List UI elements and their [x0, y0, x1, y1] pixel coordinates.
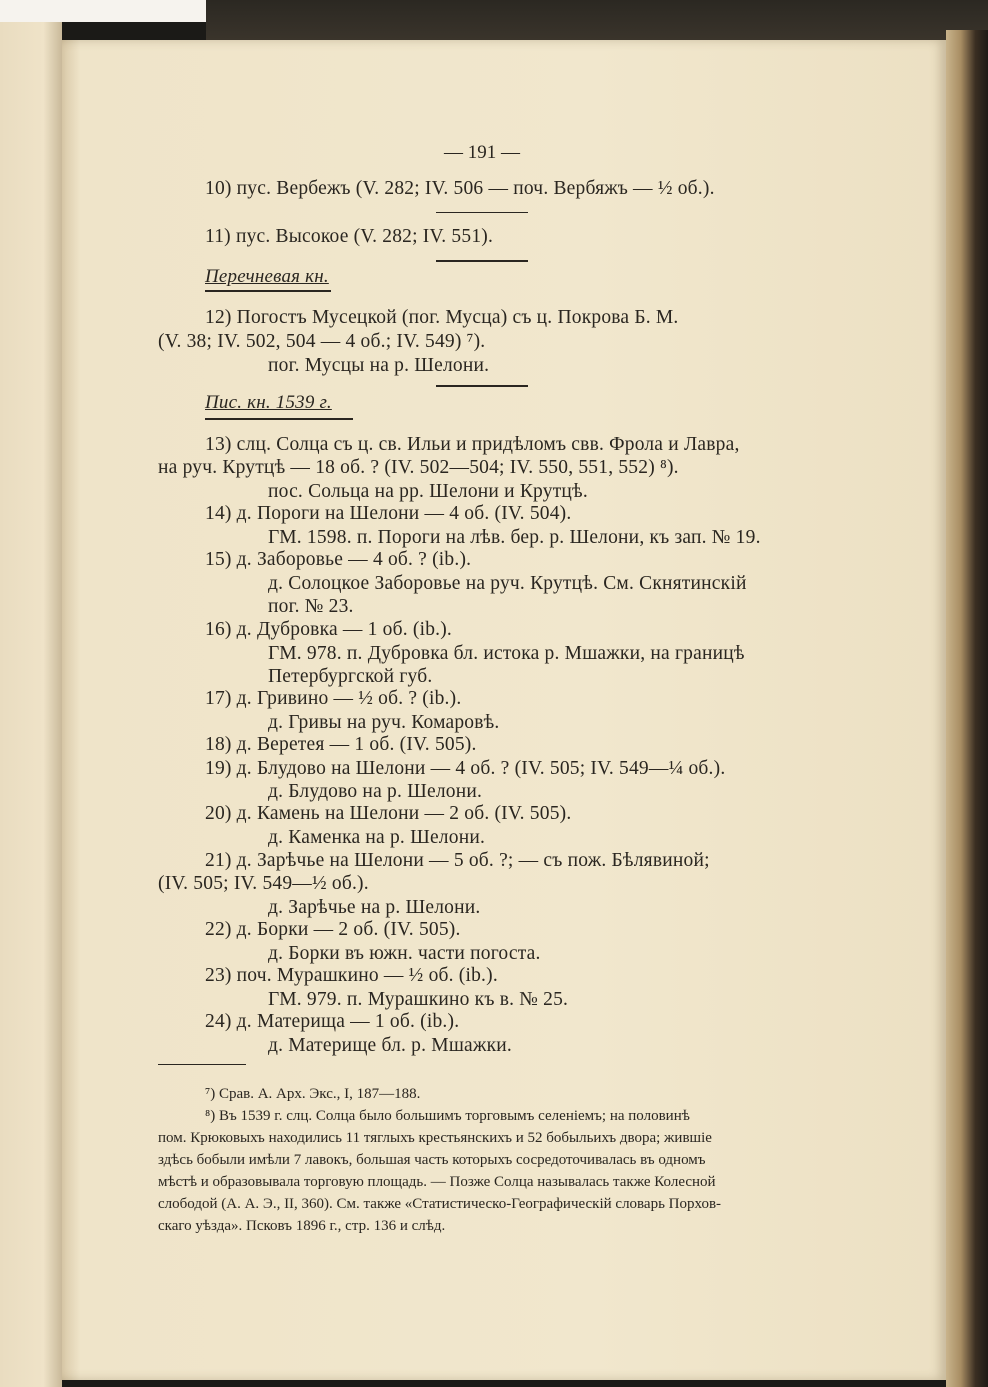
entry-16: 16) д. Дубровка — 1 об. (ib.).	[205, 619, 452, 640]
heading-underline	[205, 418, 353, 420]
entry-15-modern: д. Солоцкое Заборовье на руч. Крутцѣ. См. Скнятинскій	[268, 573, 747, 594]
entry-19-modern: д. Блудово на р. Шелони.	[268, 781, 483, 802]
entry-10: 10) пус. Вербежъ (V. 282; IV. 506 — поч. Вербяжъ — ½ об.).	[205, 178, 715, 199]
section-heading-perechnevaya: Перечневая кн.	[205, 266, 329, 287]
footnote-8-line1: ⁸) Въ 1539 г. слц. Солца было большимъ торговымъ селеніемъ; на половинѣ	[205, 1108, 690, 1124]
entry-17: 17) д. Гривино — ½ об. ? (ib.).	[205, 688, 462, 709]
entry-18: 18) д. Веретея — 1 об. (IV. 505).	[205, 734, 477, 755]
entry-12-line2: (V. 38; IV. 502, 504 — 4 об.; IV. 549) ⁷).	[158, 331, 486, 352]
entry-14-modern: ГМ. 1598. п. Пороги на лѣв. бер. р. Шелони, къ зап. № 19.	[268, 527, 761, 548]
entry-20: 20) д. Камень на Шелони — 2 об. (IV. 505).	[205, 803, 572, 824]
entry-14: 14) д. Пороги на Шелони — 4 об. (IV. 504).	[205, 503, 572, 524]
heading-underline	[205, 290, 331, 292]
entry-16-modern: ГМ. 978. п. Дубровка бл. истока р. Мшажки, на границѣ	[268, 643, 745, 664]
entry-23: 23) поч. Мурашкино — ½ об. (ib.).	[205, 965, 498, 986]
entry-21-modern: д. Зарѣчье на р. Шелони.	[268, 897, 481, 918]
footnote-8-line5: слободой (А. А. Э., II, 360). См. также «Статистическо-Географическій словарь Порхов-	[158, 1196, 722, 1212]
entry-16-modern-cont: Петербургской губ.	[268, 666, 433, 687]
entry-15: 15) д. Заборовье — 4 об. ? (ib.).	[205, 549, 472, 570]
entry-19: 19) д. Блудово на Шелони — 4 об. ? (IV. 505; IV. 549—¼ об.).	[205, 758, 726, 779]
entry-22: 22) д. Борки — 2 об. (IV. 505).	[205, 919, 461, 940]
section-heading-pis-kn-1539: Пис. кн. 1539 г.	[205, 392, 332, 413]
entry-23-modern: ГМ. 979. п. Мурашкино къ в. № 25.	[268, 989, 569, 1010]
entry-17-modern: д. Гривы на руч. Комаровѣ.	[268, 712, 500, 733]
entry-21-line1: 21) д. Зарѣчье на Шелони — 5 об. ?; — съ пож. Бѣлявиной;	[205, 850, 710, 871]
separator	[436, 385, 528, 387]
entry-22-modern: д. Борки въ южн. части погоста.	[268, 943, 541, 964]
separator	[436, 212, 528, 213]
entry-13-line1: 13) слц. Солца съ ц. св. Ильи и придѣломъ свв. Фрола и Лавра,	[205, 434, 740, 455]
entry-13-modern: пос. Сольца на рр. Шелони и Крутцѣ.	[268, 481, 588, 502]
entry-20-modern: д. Каменка на р. Шелони.	[268, 827, 486, 848]
entry-12-line1: 12) Погостъ Мусецкой (пог. Мусца) съ ц. Покрова Б. М.	[205, 307, 679, 328]
footnote-8-line3: здѣсь бобыли имѣли 7 лавокъ, большая часть которыхъ сосредоточивалась въ одномъ	[158, 1152, 706, 1168]
entry-24-modern: д. Материще бл. р. Мшажки.	[268, 1035, 512, 1056]
footnote-8-line2: пом. Крюковыхъ находились 11 тяглыхъ крестьянскихъ и 52 бобыльихъ двора; жившіе	[158, 1130, 712, 1146]
footnote-8-line6: скаго уѣзда». Псковъ 1896 г., стр. 136 и слѣд.	[158, 1218, 446, 1234]
footnote-7: ⁷) Срав. А. Арх. Экс., I, 187—188.	[205, 1086, 421, 1102]
separator	[436, 260, 528, 262]
footnote-separator	[158, 1064, 246, 1065]
entry-21-line2: (IV. 505; IV. 549—½ об.).	[158, 873, 369, 894]
footnote-8-line4: мѣстѣ и образовывала торговую площадь. — Позже Солца называлась также Колесной	[158, 1174, 716, 1190]
entry-13-line2: на руч. Крутцѣ — 18 об. ? (IV. 502—504; IV. 550, 551, 552) ⁸).	[158, 457, 679, 478]
entry-15-modern-cont: пог. № 23.	[268, 596, 354, 617]
entry-12-modern: пог. Мусцы на р. Шелони.	[268, 355, 490, 376]
entry-11: 11) пус. Высокое (V. 282; IV. 551).	[205, 226, 494, 247]
page-number: — 191 —	[444, 142, 520, 163]
entry-24: 24) д. Материща — 1 об. (ib.).	[205, 1011, 460, 1032]
